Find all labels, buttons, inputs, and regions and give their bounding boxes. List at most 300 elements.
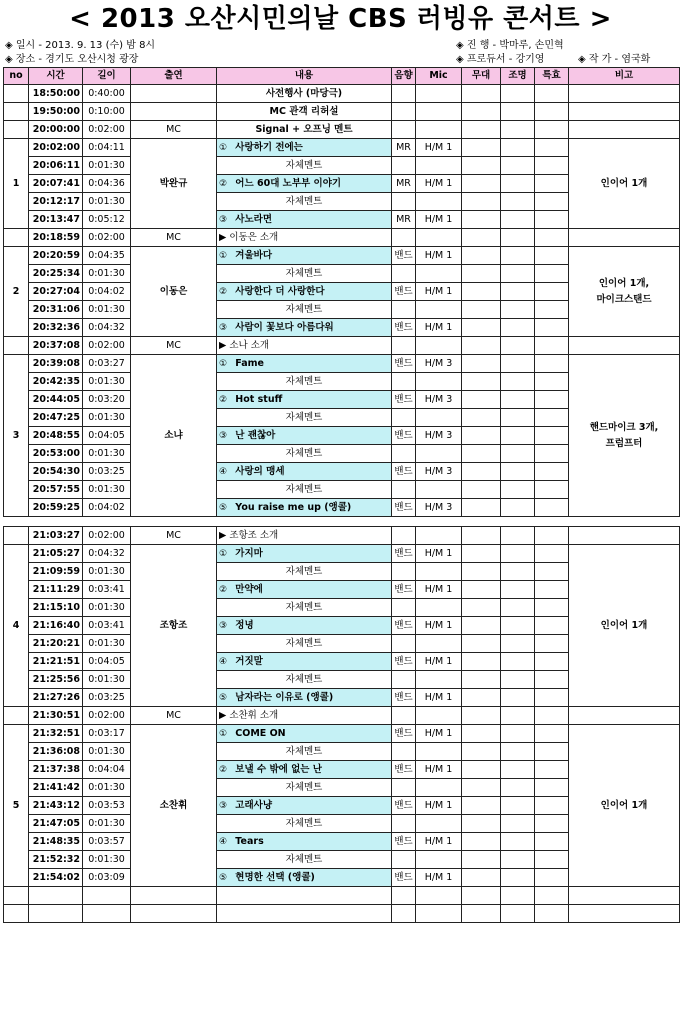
empty-cell: [501, 481, 535, 499]
sound-source: [392, 301, 416, 319]
row-duration: 0:10:00: [83, 103, 131, 121]
mic-setting: [416, 815, 462, 833]
song-name: You raise me up (앵콜): [232, 501, 352, 513]
row-duration: 0:03:53: [83, 797, 131, 815]
sound-source: 밴드: [392, 797, 416, 815]
row-time: 20:18:59: [29, 229, 83, 247]
song-number: ①: [219, 250, 228, 261]
block-no: 2: [4, 247, 29, 337]
row-duration: 0:02:00: [83, 337, 131, 355]
sound-source: 밴드: [392, 761, 416, 779]
row-duration: 0:03:25: [83, 463, 131, 481]
empty-cell: [501, 653, 535, 671]
column-header-5: 음향: [392, 68, 416, 85]
empty-cell: [535, 527, 569, 545]
mic-setting: [416, 265, 462, 283]
empty-cell: [462, 121, 501, 139]
song-title: [217, 427, 392, 445]
empty-cell: [416, 121, 462, 139]
empty-cell: [535, 103, 569, 121]
row-content: ▶ 소찬휘 소개: [217, 707, 392, 725]
row-content: ▶ 조항조 소개: [217, 527, 392, 545]
mic-setting: H/M 1: [416, 211, 462, 229]
empty-cell: [462, 761, 501, 779]
row-time: 20:07:41: [29, 175, 83, 193]
song-name: 사노라면: [232, 213, 273, 225]
empty-cell: [535, 887, 569, 905]
row-duration: 0:01:30: [83, 373, 131, 391]
meta-progress: ◈ 진 행 - 박마루, 손민혁: [456, 40, 564, 51]
empty-cell: [416, 337, 462, 355]
empty-cell: [535, 671, 569, 689]
empty-cell: [501, 337, 535, 355]
empty-cell: [462, 689, 501, 707]
row-no: [4, 85, 29, 103]
row-time: 20:53:00: [29, 445, 83, 463]
empty-cell: [501, 409, 535, 427]
column-header-9: 특효: [535, 68, 569, 85]
row-time: 21:36:08: [29, 743, 83, 761]
row-duration: 0:02:00: [83, 707, 131, 725]
row-duration: 0:04:05: [83, 653, 131, 671]
mic-setting: H/M 1: [416, 319, 462, 337]
sound-source: 밴드: [392, 545, 416, 563]
ment-label: 자체멘트: [217, 563, 392, 581]
sound-source: [392, 157, 416, 175]
song-name: 사랑하기 전에는: [232, 141, 303, 153]
empty-cell: [462, 175, 501, 193]
empty-cell: [416, 527, 462, 545]
song-name: 어느 60대 노부부 이야기: [232, 177, 342, 189]
row-duration: 0:04:36: [83, 175, 131, 193]
empty-cell: [535, 139, 569, 157]
empty-cell: [501, 103, 535, 121]
row-time: 21:27:26: [29, 689, 83, 707]
sound-source: 밴드: [392, 355, 416, 373]
row-time: 20:02:00: [29, 139, 83, 157]
remark-line: 인이어 1개,: [598, 277, 650, 289]
song-title: [217, 545, 392, 563]
row-time: 21:25:56: [29, 671, 83, 689]
empty-cell: [535, 653, 569, 671]
sound-source: [392, 779, 416, 797]
song-name: 사랑의 맹세: [232, 465, 285, 477]
row-time: 20:13:47: [29, 211, 83, 229]
row-duration: 0:01:30: [83, 445, 131, 463]
song-title: [217, 689, 392, 707]
empty-cell: [462, 527, 501, 545]
blank-row: [4, 905, 680, 923]
song-title: [217, 833, 392, 851]
empty-cell: [501, 869, 535, 887]
song-name: 남자라는 이유로 (앵콜): [232, 691, 334, 703]
song-title: [217, 869, 392, 887]
empty-cell: [462, 499, 501, 517]
row-duration: 0:01:30: [83, 481, 131, 499]
empty-cell: [535, 157, 569, 175]
sound-source: 밴드: [392, 427, 416, 445]
empty-cell: [535, 175, 569, 193]
empty-cell: [501, 139, 535, 157]
row-no: [4, 229, 29, 247]
block-no: 3: [4, 355, 29, 517]
empty-cell: [131, 887, 217, 905]
mic-setting: [416, 635, 462, 653]
mic-setting: H/M 1: [416, 689, 462, 707]
song-name: COME ON: [232, 727, 286, 739]
empty-cell: [501, 247, 535, 265]
song-number: ②: [219, 584, 228, 595]
sound-source: [392, 373, 416, 391]
empty-cell: [535, 869, 569, 887]
sound-source: 밴드: [392, 689, 416, 707]
empty-cell: [392, 85, 416, 103]
empty-cell: [29, 887, 83, 905]
remark-note: [569, 545, 680, 707]
mic-setting: [416, 851, 462, 869]
empty-cell: [569, 887, 680, 905]
song-title: [217, 499, 392, 517]
empty-cell: [535, 427, 569, 445]
song-name: 만약에: [232, 583, 263, 595]
empty-cell: [501, 427, 535, 445]
ment-label: 자체멘트: [217, 193, 392, 211]
remark-note: [569, 355, 680, 517]
empty-cell: [501, 193, 535, 211]
mic-setting: H/M 1: [416, 581, 462, 599]
row-duration: 0:04:02: [83, 283, 131, 301]
ment-label: 자체멘트: [217, 445, 392, 463]
empty-cell: [131, 905, 217, 923]
empty-cell: [392, 527, 416, 545]
empty-cell: [462, 599, 501, 617]
song-number: ③: [219, 322, 228, 333]
ment-label: 자체멘트: [217, 481, 392, 499]
row-content: MC 관객 리허설: [217, 103, 392, 121]
song-number: ③: [219, 620, 228, 631]
table-row: [4, 121, 680, 139]
mic-setting: H/M 1: [416, 833, 462, 851]
empty-cell: [535, 481, 569, 499]
sound-source: MR: [392, 139, 416, 157]
row-duration: 0:01:30: [83, 815, 131, 833]
row-performer: [131, 103, 217, 121]
empty-cell: [535, 635, 569, 653]
row-content: 사전행사 (마당극): [217, 85, 392, 103]
mic-setting: H/M 3: [416, 391, 462, 409]
sound-source: [392, 265, 416, 283]
empty-cell: [535, 229, 569, 247]
meta-datetime: ◈ 일시 - 2013. 9. 13 (수) 밤 8시: [5, 40, 156, 51]
song-number: ⑤: [219, 692, 228, 703]
empty-cell: [501, 229, 535, 247]
empty-cell: [462, 635, 501, 653]
sound-source: [392, 815, 416, 833]
spacer-cell: [462, 517, 501, 527]
page-title: < 2013 오산시민의날 CBS 러빙유 콘서트 >: [69, 4, 612, 34]
row-time: 21:05:27: [29, 545, 83, 563]
song-number: ①: [219, 548, 228, 559]
row-time: 21:09:59: [29, 563, 83, 581]
empty-cell: [535, 725, 569, 743]
empty-cell: [569, 905, 680, 923]
empty-cell: [83, 905, 131, 923]
row-duration: 0:03:17: [83, 725, 131, 743]
empty-cell: [462, 617, 501, 635]
mic-setting: H/M 1: [416, 761, 462, 779]
empty-cell: [501, 635, 535, 653]
row-duration: 0:04:05: [83, 427, 131, 445]
ment-label: 자체멘트: [217, 409, 392, 427]
row-duration: 0:03:20: [83, 391, 131, 409]
table-row: [4, 247, 680, 265]
sound-source: 밴드: [392, 283, 416, 301]
block-no: 5: [4, 725, 29, 887]
empty-cell: [535, 319, 569, 337]
empty-cell: [535, 337, 569, 355]
empty-cell: [462, 581, 501, 599]
song-name: Tears: [232, 835, 264, 847]
meta-writer: ◈ 작 가 - 염국화: [578, 54, 651, 65]
empty-cell: [501, 761, 535, 779]
mc-row: [4, 337, 680, 355]
empty-cell: [392, 337, 416, 355]
mic-setting: [416, 193, 462, 211]
empty-cell: [501, 373, 535, 391]
empty-cell: [392, 229, 416, 247]
row-duration: 0:04:04: [83, 761, 131, 779]
row-duration: 0:03:27: [83, 355, 131, 373]
empty-cell: [4, 887, 29, 905]
ment-label: 자체멘트: [217, 779, 392, 797]
ment-label: 자체멘트: [217, 815, 392, 833]
performer-name: 이동은: [131, 247, 217, 337]
song-title: [217, 211, 392, 229]
header-row: [4, 68, 680, 85]
empty-cell: [462, 301, 501, 319]
empty-cell: [535, 301, 569, 319]
empty-cell: [569, 121, 680, 139]
row-time: 21:03:27: [29, 527, 83, 545]
sound-source: 밴드: [392, 499, 416, 517]
ment-label: 자체멘트: [217, 265, 392, 283]
remark-line: 인이어 1개: [600, 619, 648, 631]
empty-cell: [535, 211, 569, 229]
song-title: [217, 175, 392, 193]
sound-source: 밴드: [392, 725, 416, 743]
row-performer: MC: [131, 121, 217, 139]
remark-line: 마이크스탠드: [596, 293, 652, 305]
empty-cell: [501, 121, 535, 139]
remark-note: [569, 139, 680, 229]
song-name: Hot stuff: [232, 393, 283, 405]
sound-source: 밴드: [392, 319, 416, 337]
row-duration: 0:01:30: [83, 671, 131, 689]
empty-cell: [535, 563, 569, 581]
empty-cell: [501, 581, 535, 599]
empty-cell: [462, 563, 501, 581]
empty-cell: [535, 797, 569, 815]
song-number: ②: [219, 764, 228, 775]
empty-cell: [501, 671, 535, 689]
empty-cell: [392, 121, 416, 139]
song-title: [217, 391, 392, 409]
column-header-6: Mic: [416, 68, 462, 85]
empty-cell: [462, 265, 501, 283]
empty-cell: [501, 887, 535, 905]
song-title: [217, 617, 392, 635]
row-duration: 0:01:30: [83, 635, 131, 653]
song-number: ④: [219, 656, 228, 667]
song-name: 가지마: [232, 547, 263, 559]
song-number: ①: [219, 142, 228, 153]
spacer-cell: [501, 517, 535, 527]
empty-cell: [501, 743, 535, 761]
row-time: 20:39:08: [29, 355, 83, 373]
empty-cell: [462, 905, 501, 923]
row-time: 20:59:25: [29, 499, 83, 517]
empty-cell: [535, 391, 569, 409]
spacer-cell: [131, 517, 217, 527]
ment-label: 자체멘트: [217, 157, 392, 175]
empty-cell: [535, 409, 569, 427]
empty-cell: [462, 427, 501, 445]
mic-setting: H/M 3: [416, 427, 462, 445]
empty-cell: [535, 247, 569, 265]
empty-cell: [462, 463, 501, 481]
sound-source: [392, 851, 416, 869]
column-header-3: 출연: [131, 68, 217, 85]
mic-setting: H/M 1: [416, 247, 462, 265]
empty-cell: [535, 833, 569, 851]
empty-cell: [501, 617, 535, 635]
table-row: [4, 725, 680, 743]
empty-cell: [501, 301, 535, 319]
row-time: 19:50:00: [29, 103, 83, 121]
row-time: 20:44:05: [29, 391, 83, 409]
empty-cell: [535, 545, 569, 563]
row-content: ▶ 이동은 소개: [217, 229, 392, 247]
empty-cell: [416, 905, 462, 923]
row-time: 21:30:51: [29, 707, 83, 725]
empty-cell: [462, 671, 501, 689]
column-header-8: 조명: [501, 68, 535, 85]
song-name: 현명한 선택 (앵콜): [232, 871, 315, 883]
mic-setting: [416, 157, 462, 175]
song-number: ③: [219, 214, 228, 225]
sound-source: 밴드: [392, 247, 416, 265]
mic-setting: [416, 481, 462, 499]
song-title: [217, 319, 392, 337]
row-time: 20:06:11: [29, 157, 83, 175]
row-time: 21:15:10: [29, 599, 83, 617]
empty-cell: [392, 887, 416, 905]
row-duration: 0:01:30: [83, 851, 131, 869]
row-time: 18:50:00: [29, 85, 83, 103]
row-content: Signal + 오프닝 멘트: [217, 121, 392, 139]
empty-cell: [462, 445, 501, 463]
empty-cell: [4, 905, 29, 923]
remark-line: 핸드마이크 3개,: [589, 421, 659, 433]
mic-setting: [416, 301, 462, 319]
song-title: [217, 797, 392, 815]
column-header-10: 비고: [569, 68, 680, 85]
row-duration: 0:03:25: [83, 689, 131, 707]
blank-row: [4, 887, 680, 905]
mic-setting: H/M 1: [416, 139, 462, 157]
empty-cell: [462, 743, 501, 761]
column-header-7: 무대: [462, 68, 501, 85]
song-name: 사랑한다 더 사랑한다: [232, 285, 325, 297]
empty-cell: [569, 527, 680, 545]
song-number: ④: [219, 466, 228, 477]
sound-source: [392, 445, 416, 463]
row-time: 20:00:00: [29, 121, 83, 139]
sound-source: MR: [392, 175, 416, 193]
sound-source: 밴드: [392, 463, 416, 481]
row-duration: 0:03:09: [83, 869, 131, 887]
empty-cell: [535, 707, 569, 725]
row-time: 21:21:51: [29, 653, 83, 671]
empty-cell: [501, 797, 535, 815]
sound-source: [392, 193, 416, 211]
spacer-cell: [29, 517, 83, 527]
row-duration: 0:05:12: [83, 211, 131, 229]
empty-cell: [535, 283, 569, 301]
empty-cell: [392, 905, 416, 923]
empty-cell: [416, 229, 462, 247]
empty-cell: [535, 581, 569, 599]
sound-source: [392, 599, 416, 617]
song-number: ③: [219, 800, 228, 811]
empty-cell: [501, 463, 535, 481]
song-name: 정녕: [232, 619, 254, 631]
song-title: [217, 139, 392, 157]
row-time: 20:32:36: [29, 319, 83, 337]
mic-setting: [416, 373, 462, 391]
empty-cell: [462, 211, 501, 229]
column-header-4: 내용: [217, 68, 392, 85]
spacer-row: [4, 517, 680, 527]
row-time: 20:12:17: [29, 193, 83, 211]
song-number: ④: [219, 836, 228, 847]
empty-cell: [462, 157, 501, 175]
empty-cell: [569, 229, 680, 247]
mic-setting: H/M 1: [416, 725, 462, 743]
mic-setting: [416, 409, 462, 427]
performer-name: 박완규: [131, 139, 217, 229]
remark-note: [569, 247, 680, 337]
row-duration: 0:01:30: [83, 193, 131, 211]
empty-cell: [462, 869, 501, 887]
empty-cell: [83, 887, 131, 905]
sound-source: [392, 743, 416, 761]
row-time: 21:41:42: [29, 779, 83, 797]
sound-source: [392, 635, 416, 653]
empty-cell: [462, 283, 501, 301]
song-number: ②: [219, 178, 228, 189]
empty-cell: [535, 905, 569, 923]
mic-setting: H/M 3: [416, 355, 462, 373]
row-no: [4, 707, 29, 725]
row-duration: 0:01:30: [83, 743, 131, 761]
empty-cell: [462, 707, 501, 725]
mic-setting: H/M 1: [416, 545, 462, 563]
empty-cell: [501, 779, 535, 797]
empty-cell: [462, 815, 501, 833]
song-name: Fame: [232, 357, 264, 369]
row-content: ▶ 소나 소개: [217, 337, 392, 355]
